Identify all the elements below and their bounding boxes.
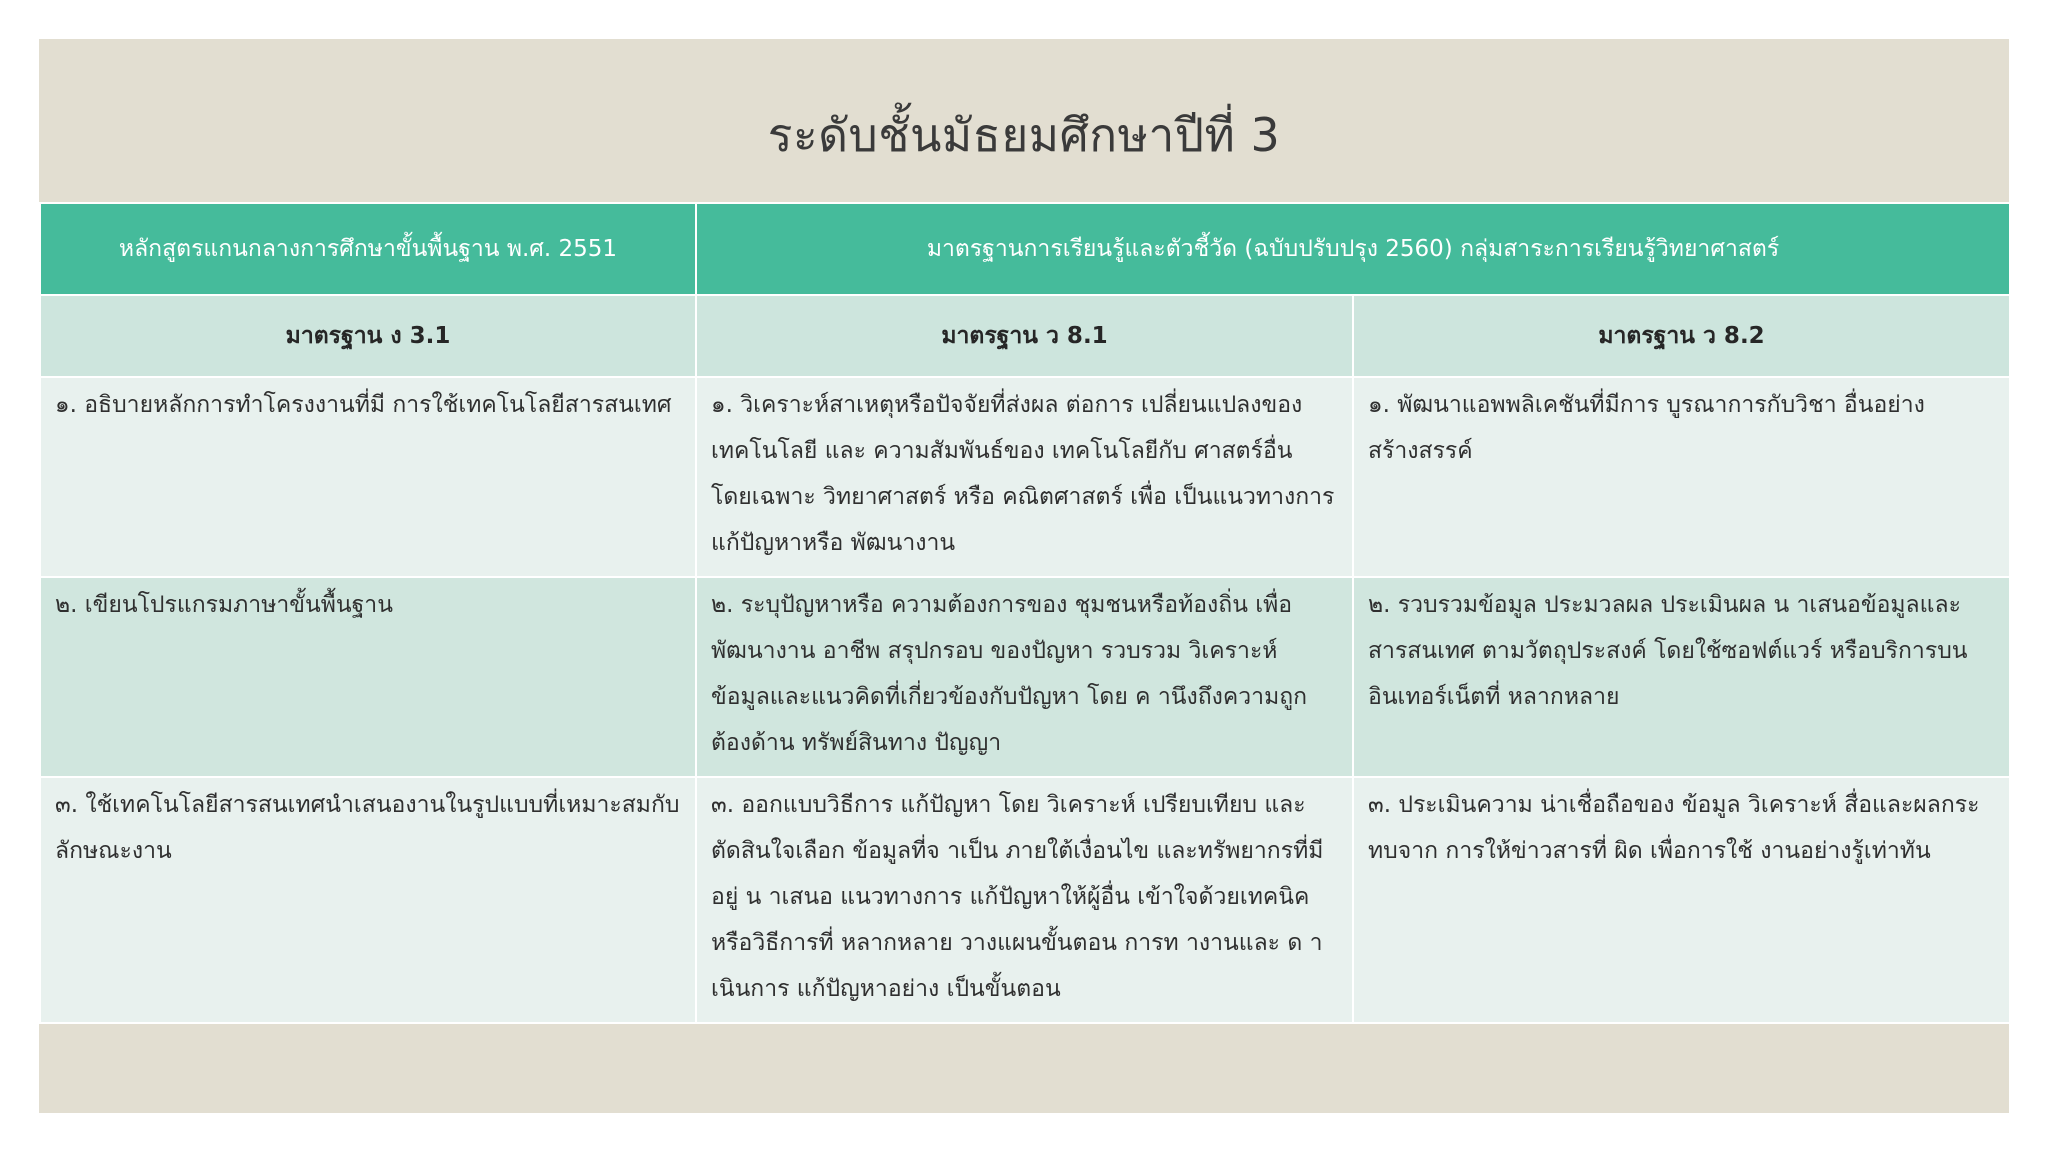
table-header-row: [40, 203, 2010, 295]
header-learning-standards: มาตรฐานการเรียนรู้และตัวชี้วัด (ฉบับปรับปรุง 2560) กลุ่มสาระการเรียนรู้วิทยาศาสตร์: [696, 203, 2010, 295]
table-row: [40, 577, 2010, 777]
table-row: [40, 377, 2010, 577]
slide-title: ระดับชั้นมัธยมศึกษาปีที่ 3: [767, 107, 1281, 162]
table-cell: ๓. ประเมินความ น่าเชื่อถือของ ข้อมูล วิเคราะห์ สื่อและผลกระทบจาก การให้ข่าวสารที่ ผิด เพื่อการใช้ งานอย่างรู้เท่าทัน: [1353, 777, 2010, 1023]
table-subheader-row: [40, 295, 2010, 377]
table-row: [40, 777, 2010, 1023]
curriculum-table: [39, 202, 2011, 1024]
header-core-curriculum: หลักสูตรแกนกลางการศึกษาขั้นพื้นฐาน พ.ศ. 2551: [40, 203, 696, 295]
table-cell: ๑. อธิบายหลักการทำโครงงานที่มี การใช้เทคโนโลยีสารสนเทศ: [40, 377, 696, 577]
table-cell: ๓. ออกแบบวิธีการ แก้ปัญหา โดย วิเคราะห์ เปรียบเทียบ และตัดสินใจเลือก ข้อมูลที่จ าเป็น ภายใต้เงื่อนไข และทรัพยากรที่มี อยู่ น าเสนอ แนวทางการ แก้ปัญหาให้ผู้อื่น เข้าใจด้วยเทคนิค หรือวิธีการที่ หลากหลาย วางแผนขั้นตอน การท างานและ ด าเนินการ แก้ปัญหาอย่าง เป็นขั้นตอน: [696, 777, 1353, 1023]
table-cell: ๒. ระบุปัญหาหรือ ความต้องการของ ชุมชนหรือท้องถิ่น เพื่อพัฒนางาน อาชีพ สรุปกรอบ ของปัญหา รวบรวม วิเคราะห์ ข้อมูลและแนวคิดที่เกี่ยวข้องกับปัญหา โดย ค านึงถึงความถูกต้องด้าน ทรัพย์สินทาง ปัญญา: [696, 577, 1353, 777]
table-cell: ๓. ใช้เทคโนโลยีสารสนเทศนำเสนองานในรูปแบบที่เหมาะสมกับลักษณะงาน: [40, 777, 696, 1023]
curriculum-table-wrapper: [39, 202, 2009, 1024]
table-cell: ๑. วิเคราะห์สาเหตุหรือปัจจัยที่ส่งผล ต่อการ เปลี่ยนแปลงของเทคโนโลยี และ ความสัมพันธ์ของ เทคโนโลยีกับ ศาสตร์อื่น โดยเฉพาะ วิทยาศาสตร์ หรือ คณิตศาสตร์ เพื่อ เป็นแนวทางการ แก้ปัญหาหรือ พัฒนางาน: [696, 377, 1353, 577]
table-cell: ๒. เขียนโปรแกรมภาษาขั้นพื้นฐาน: [40, 577, 696, 777]
subheader-standard-ng-3-1: มาตรฐาน ง 3.1: [40, 295, 696, 377]
table-cell: ๒. รวบรวมข้อมูล ประมวลผล ประเมินผล น าเสนอข้อมูลและสารสนเทศ ตามวัตถุประสงค์ โดยใช้ซอฟต์แวร์ หรือบริการบน อินเทอร์เน็ตที่ หลากหลาย: [1353, 577, 2010, 777]
table-cell: ๑. พัฒนาแอพพลิเคชันที่มีการ บูรณาการกับวิชา อื่นอย่างสร้างสรรค์: [1353, 377, 2010, 577]
subheader-standard-w-8-2: มาตรฐาน ว 8.2: [1353, 295, 2010, 377]
subheader-standard-w-8-1: มาตรฐาน ว 8.1: [696, 295, 1353, 377]
